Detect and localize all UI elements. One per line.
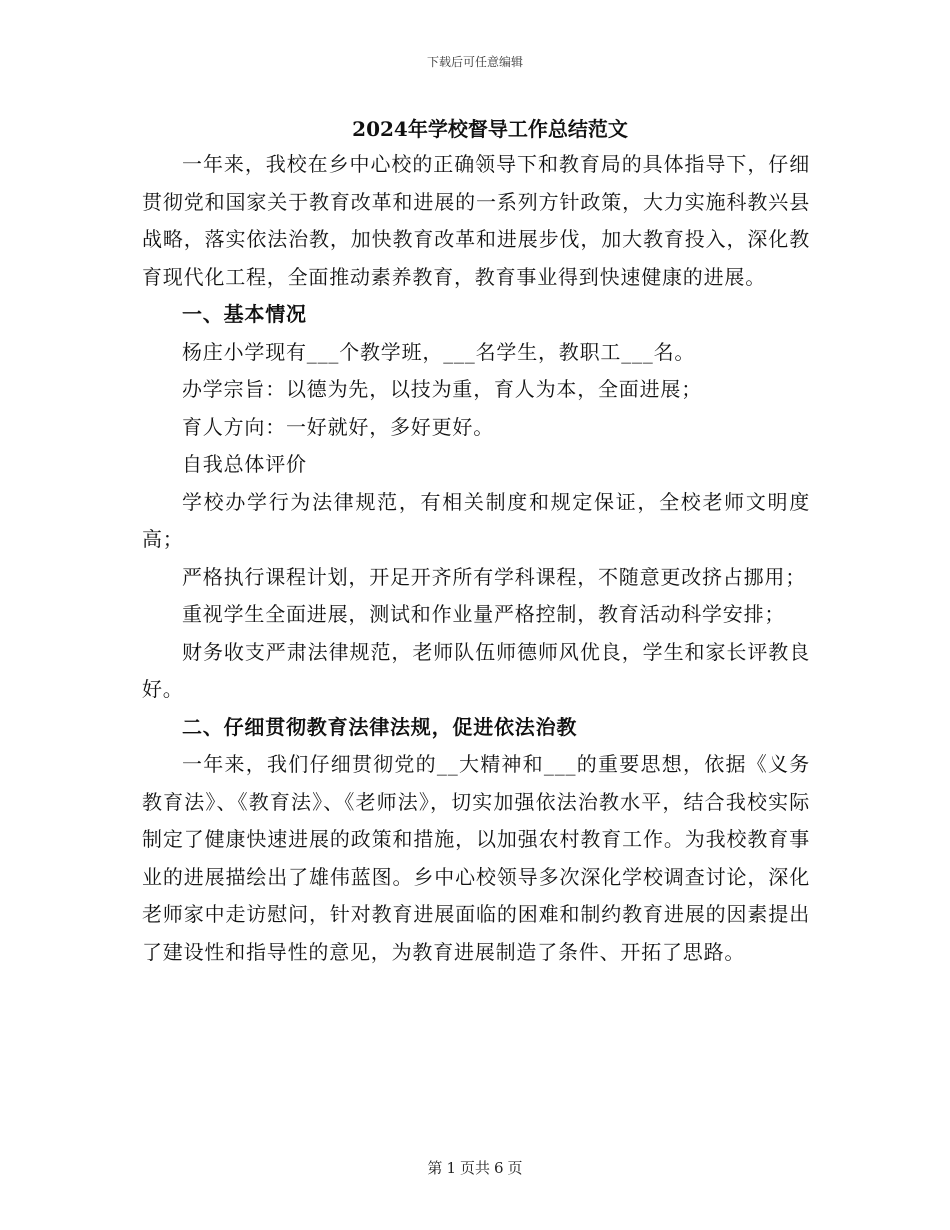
intro-paragraph: 一年来，我校在乡中心校的正确领导下和教育局的具体指导下，仔细贯彻党和国家关于教育改革和进展的一系列方针政策，大力实施科教兴县战略，落实依法治教，加快教育改革和进展步伐，加大教育投入，深化教育现代化工程，全面推动素养教育，教育事业得到快速健康的进展。 [142, 152, 810, 289]
evaluation-item-1: 学校办学行为法律规范，有相关制度和规定保证，全校老师文明度高； [142, 489, 810, 551]
footer-current-page: 1 [446, 1159, 456, 1177]
footer-suffix: 页 [507, 1159, 523, 1177]
school-motto-paragraph: 办学宗旨：以德为先，以技为重，育人为本，全面进展； [182, 377, 702, 401]
header-note: 下载后可任意编辑 [426, 55, 523, 69]
document-body [142, 112, 810, 971]
document-title: 2024年学校督导工作总结范文 [352, 117, 628, 141]
education-direction-paragraph: 育人方向：一好就好，多好更好。 [182, 414, 494, 439]
footer-prefix: 第 [427, 1159, 443, 1177]
section-heading-basic-situation: 一、基本情况 [182, 302, 307, 326]
evaluation-item-3: 重视学生全面进展，测试和作业量严格控制，教育活动科学安排； [182, 602, 786, 626]
self-evaluation-label: 自我总体评价 [182, 452, 307, 476]
evaluation-item-2: 严格执行课程计划，开足开齐所有学科课程，不随意更改挤占挪用； [182, 564, 806, 589]
page-footer [0, 1157, 950, 1178]
footer-middle: 页共 [459, 1159, 490, 1177]
section-heading-law-implementation: 二、仔细贯彻教育法律法规，促进依法治教 [182, 714, 578, 739]
evaluation-item-4: 财务收支严肃法律规范，老师队伍师德师风优良，学生和家长评教良好。 [142, 639, 810, 701]
school-stats-paragraph: 杨庄小学现有___个教学班，___名学生，教职工___名。 [182, 339, 696, 364]
footer-total-pages: 6 [494, 1159, 504, 1177]
law-implementation-paragraph: 一年来，我们仔细贯彻党的__大精神和___的重要思想，依据《义务教育法》、《教育法》、《老师法》，切实加强依法治教水平，结合我校实际制定了健康快速进展的政策和措施，以加强农村教育工作。为我校教育事业的进展描绘出了雄伟蓝图。乡中心校领导多次深化学校调查讨论，深化老师家中走访慰问，针对教育进展面临的困难和制约教育进展的因素提出了建设性和指导性的意见，为教育进展制造了条件、开拓了思路。 [142, 752, 810, 964]
